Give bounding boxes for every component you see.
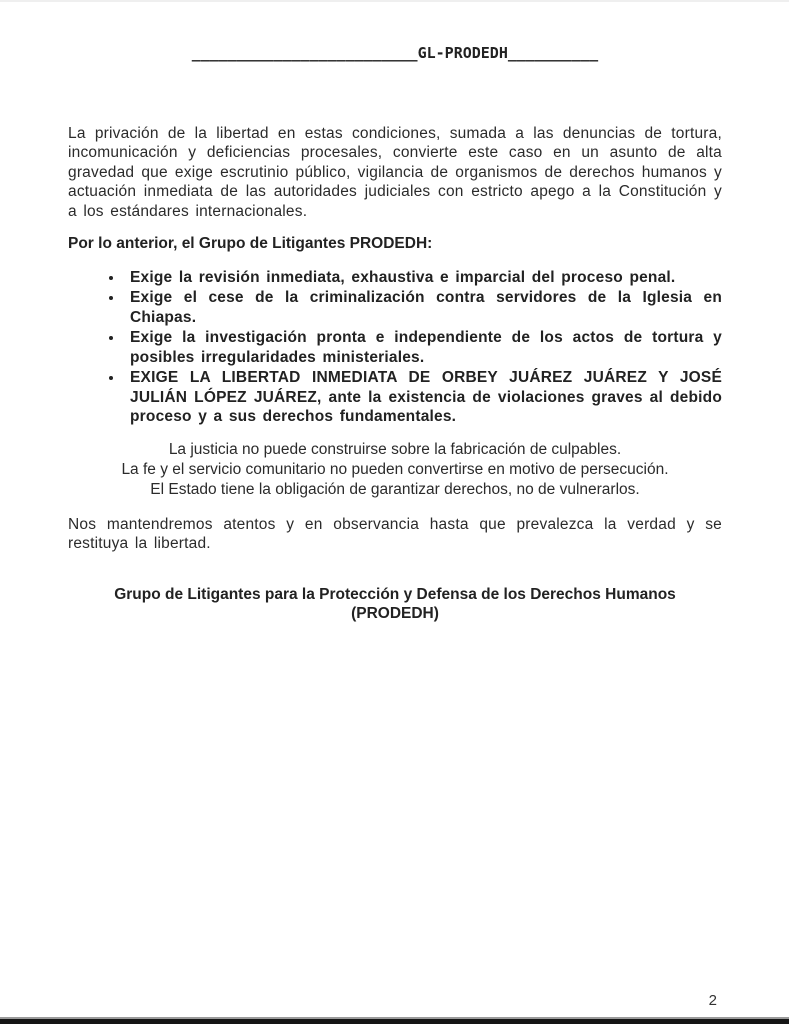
quote-line-1: La justicia no puede construirse sobre la fabricación de culpables.	[168, 440, 622, 458]
header-reference-line: _________________________GL-PRODEDH__________	[191, 44, 599, 62]
page-number: 2	[708, 991, 717, 1009]
opening-paragraph: La privación de la libertad en estas condiciones, sumada a las denuncias de tortura, incomunicación y deficiencias procesales, convierte este caso en un asunto de alta gravedad que exige escrutinio público, vigilancia de organismos de derechos humanos y actuación inmediata de las autoridades judiciales con estricto apego a la Constitución y a los estándares internacionales.	[68, 124, 722, 220]
quote-line-3: El Estado tiene la obligación de garantizar derechos, no de vulnerarlos.	[150, 480, 640, 498]
signature-acronym: (PRODEDH)	[351, 605, 439, 622]
quote-line-2: La fe y el servicio comunitario no pueden convertirse en motivo de persecución.	[121, 460, 669, 478]
signature-organization: Grupo de Litigantes para la Protección y Defensa de los Derechos Humanos	[114, 585, 676, 603]
demands-list	[68, 268, 722, 427]
demand-item-1: • Exige la revisión inmediata, exhaustiva e imparcial del proceso penal.	[124, 268, 722, 288]
demands-intro: Por lo anterior, el Grupo de Litigantes PRODEDH:	[68, 235, 433, 252]
signature-block	[68, 585, 722, 624]
scan-edge-bottom	[0, 1017, 789, 1024]
demand-item-4: • EXIGE LA LIBERTAD INMEDIATA DE ORBEY JUÁREZ JUÁREZ Y JOSÉ JULIÁN LÓPEZ JUÁREZ, ante la existencia de violaciones graves al debido proceso y a sus derechos fundamentales.	[124, 368, 722, 427]
demand-item-2: • Exige el cese de la criminalización contra servidores de la Iglesia en Chiapas.	[124, 288, 722, 327]
document-content	[68, 0, 722, 624]
demand-item-3: • Exige la investigación pronta e independiente de los actos de tortura y posibles irregularidades ministeriales.	[124, 328, 722, 367]
quotes-block	[68, 440, 722, 500]
closing-paragraph: Nos mantendremos atentos y en observancia hasta que prevalezca la verdad y se restituya la libertad.	[68, 515, 722, 552]
